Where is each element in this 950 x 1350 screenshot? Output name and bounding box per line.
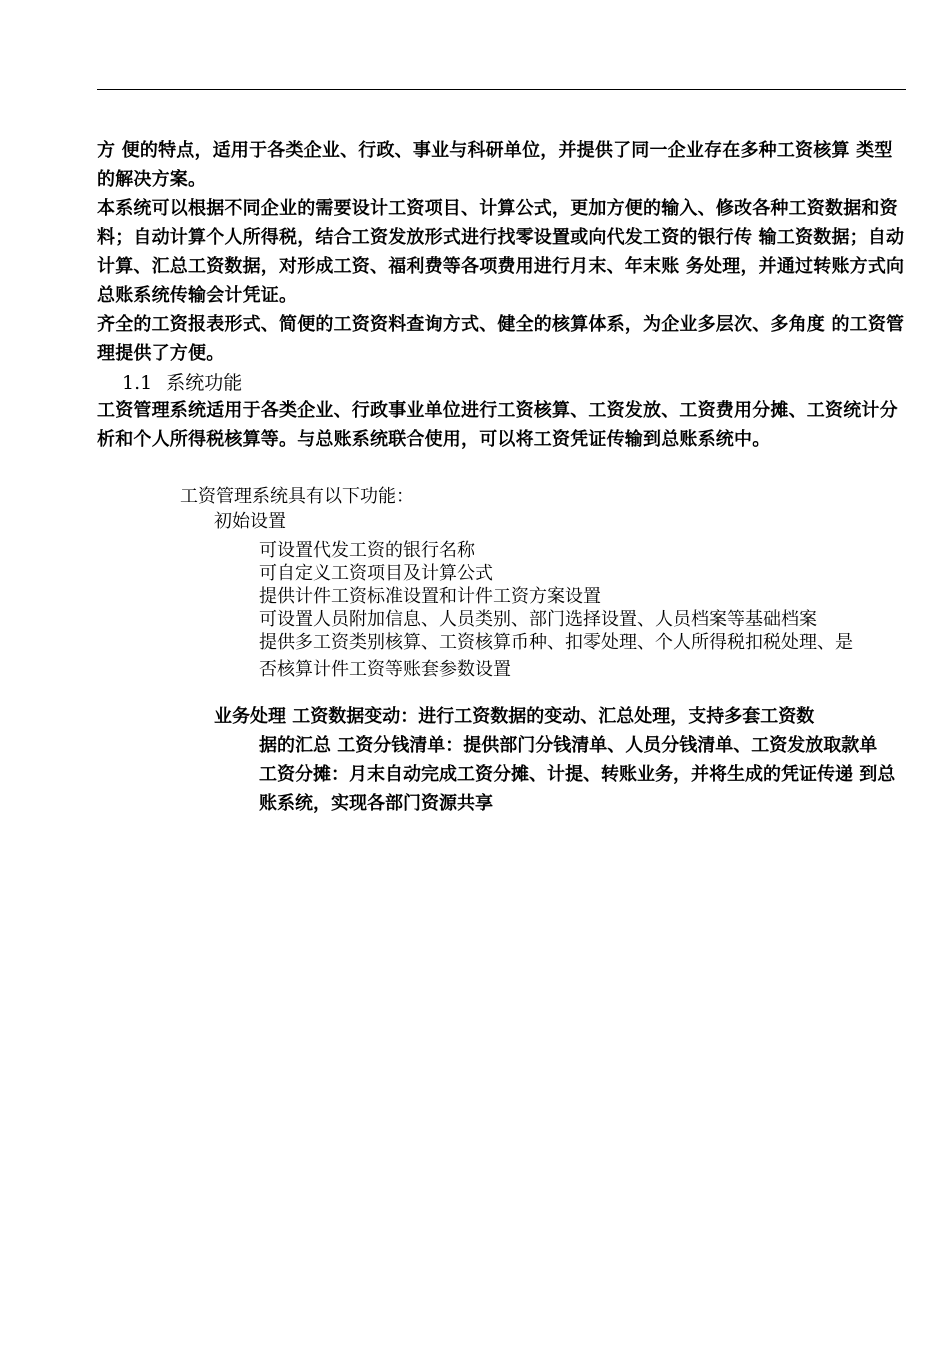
intro-paragraph-2: 本系统可以根据不同企业的需要设计工资项目、计算公式，更加方便的输入、修改各种工资数据和资料；自动计算个人所得税，结合工资发放形式进行找零设置或向代发工资的银行传 输工资数据；自动计算、汇总工资数据，对形成工资、福利费等各项费用进行月末、年末账 务处理，并通过转账方式向总账系统传输会计凭证。 bbox=[97, 198, 905, 306]
list-item: 提供多工资类别核算、工资核算币种、扣零处理、个人所得税扣税处理、是 bbox=[259, 632, 853, 653]
intro-paragraph-1: 方 便的特点，适用于各类企业、行政、事业与科研单位，并提供了同一企业存在多种工资核算 类型的解决方案。 bbox=[97, 140, 893, 190]
section-heading bbox=[122, 370, 242, 396]
header-rule bbox=[97, 89, 906, 90]
initial-setup-title: 初始设置 bbox=[214, 511, 286, 532]
section-title: 系统功能 bbox=[166, 372, 243, 394]
features-intro: 工资管理系统具有以下功能： bbox=[180, 486, 414, 507]
section-body bbox=[97, 396, 907, 454]
list-item: 可设置人员附加信息、人员类别、部门选择设置、人员档案等基础档案 bbox=[259, 609, 817, 630]
list-item: 可自定义工资项目及计算公式 bbox=[259, 563, 493, 584]
list-item: 否核算计件工资等账套参数设置 bbox=[259, 659, 511, 680]
business-processing-body bbox=[259, 731, 899, 818]
intro-section bbox=[97, 136, 907, 368]
list-item: 提供计件工资标准设置和计件工资方案设置 bbox=[259, 586, 601, 607]
section-number: 1.1 bbox=[122, 372, 153, 394]
business-processing-line: 业务处理 工资数据变动：进行工资数据的变动、汇总处理，支持多套工资数 bbox=[214, 706, 815, 727]
initial-setup-list bbox=[259, 539, 899, 681]
intro-paragraph-3: 齐全的工资报表形式、简便的工资资料查询方式、健全的核算体系，为企业多层次、多角度 的工资管理提供了方便。 bbox=[97, 314, 905, 364]
business-processing-text: 据的汇总 工资分钱清单：提供部门分钱清单、人员分钱清单、工资发放取款单 工资分摊：月末自动完成工资分摊、计提、转账业务，并将生成的凭证传递 到总账系统，实现各部门资源共享 bbox=[259, 735, 896, 814]
list-item: 可设置代发工资的银行名称 bbox=[259, 540, 475, 561]
section-paragraph: 工资管理系统适用于各类企业、行政事业单位进行工资核算、工资发放、工资费用分摊、工资统计分析和个人所得税核算等。与总账系统联合使用，可以将工资凭证传输到总账系统中。 bbox=[97, 400, 898, 450]
